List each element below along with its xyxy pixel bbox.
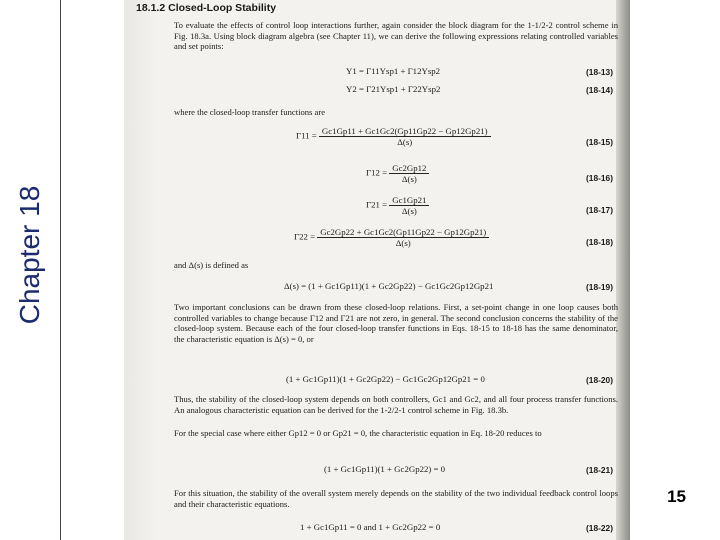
equation-18-13: Y1 = Γ11Ysp1 + Γ12Ysp2 <box>346 66 441 76</box>
situation-paragraph: For this situation, the stability of the overall system merely depends on the stability of the two individual feedback control loops and their characteristic equations. <box>174 488 618 509</box>
equation-18-17-lhs: Γ21 = <box>366 199 388 210</box>
thus-paragraph: Thus, the stability of the closed-loop system depends on both controllers, Gc1 and Gc2, and all four process transfer functions. An analogous characteristic equation can be derived for the 1-2/2-1 control scheme in Fig. 18.3b. <box>174 394 618 415</box>
equation-number-18-21: (18-21) <box>586 465 613 475</box>
page-gutter-shadow <box>124 0 158 540</box>
equation-number-18-16: (18-16) <box>586 173 613 183</box>
chapter-sidebar <box>0 0 61 540</box>
equation-18-14: Y2 = Γ21Ysp1 + Γ22Ysp2 <box>346 84 441 94</box>
equation-18-18-numerator: Gc2Gp22 + Gc1Gc2(Gp11Gp22 − Gp12Gp21) <box>317 227 489 238</box>
equation-18-15-fraction <box>319 126 491 147</box>
equation-18-16-fraction <box>389 163 429 184</box>
equation-18-16-lhs: Γ12 = <box>366 167 388 178</box>
textbook-page-scan <box>124 0 630 540</box>
equation-number-18-22: (18-22) <box>586 523 613 533</box>
equation-18-18 <box>294 227 489 248</box>
equation-18-16 <box>366 163 429 184</box>
page-edge-shadow <box>616 0 630 540</box>
special-case-paragraph: For the special case where either Gp12 = 0 or Gp21 = 0, the characteristic equation in Eq. 18-20 reduces to <box>174 428 542 438</box>
where-text: where the closed-loop transfer functions are <box>174 107 326 117</box>
page-number: 15 <box>667 487 686 506</box>
intro-paragraph: To evaluate the effects of control loop interactions further, again consider the block diagram for the 1-1/2-2 control scheme in Fig. 18.3a. Using block diagram algebra (see Chapter 11), we can derive the following expressions relating controlled variables and set points: <box>174 20 618 52</box>
equation-18-22: 1 + Gc1Gp11 = 0 and 1 + Gc2Gp22 = 0 <box>300 522 441 532</box>
equation-18-16-denominator: Δ(s) <box>401 174 417 184</box>
equation-18-17-denominator: Δ(s) <box>401 206 417 216</box>
equation-18-15-denominator: Δ(s) <box>397 137 413 147</box>
equation-number-18-17: (18-17) <box>586 205 613 215</box>
equation-number-18-14: (18-14) <box>586 85 613 95</box>
equation-18-18-fraction <box>317 227 489 248</box>
equation-18-17 <box>366 195 429 216</box>
delta-definition-text: and Δ(s) is defined as <box>174 260 249 270</box>
equation-number-18-19: (18-19) <box>586 282 613 292</box>
equation-18-15-lhs: Γ11 = <box>296 130 317 141</box>
equation-18-18-denominator: Δ(s) <box>395 238 411 248</box>
equation-18-18-lhs: Γ22 = <box>294 231 316 242</box>
equation-number-18-15: (18-15) <box>586 137 613 147</box>
conclusions-paragraph: Two important conclusions can be drawn from these closed-loop relations. First, a set-point change in one loop causes both controlled variables to change because Γ12 and Γ21 are not zero, in general. The second conclusion concerns the stability of the closed-loop system. Because each of the four closed-loop transfer functions in Eqs. 18-15 to 18-18 has the same denominator, the characteristic equation is Δ(s) = 0, or <box>174 302 618 344</box>
equation-18-19: Δ(s) = (1 + Gc1Gp11)(1 + Gc2Gp22) − Gc1Gc2Gp12Gp21 <box>284 281 494 291</box>
chapter-label: Chapter 18 <box>14 185 45 325</box>
equation-18-21: (1 + Gc1Gp11)(1 + Gc2Gp22) = 0 <box>324 464 446 474</box>
equation-number-18-20: (18-20) <box>586 375 613 385</box>
equation-number-18-18: (18-18) <box>586 237 613 247</box>
equation-18-17-fraction <box>389 195 429 216</box>
equation-number-18-13: (18-13) <box>586 67 613 77</box>
section-title: 18.1.2 Closed-Loop Stability <box>136 2 277 14</box>
equation-18-17-numerator: Gc1Gp21 <box>389 195 429 206</box>
equation-18-15-numerator: Gc1Gp11 + Gc1Gc2(Gp11Gp22 − Gp12Gp21) <box>319 126 491 137</box>
equation-18-15 <box>296 126 491 147</box>
equation-18-16-numerator: Gc2Gp12 <box>389 163 429 174</box>
equation-18-20: (1 + Gc1Gp11)(1 + Gc2Gp22) − Gc1Gc2Gp12Gp21 = 0 <box>286 374 485 384</box>
